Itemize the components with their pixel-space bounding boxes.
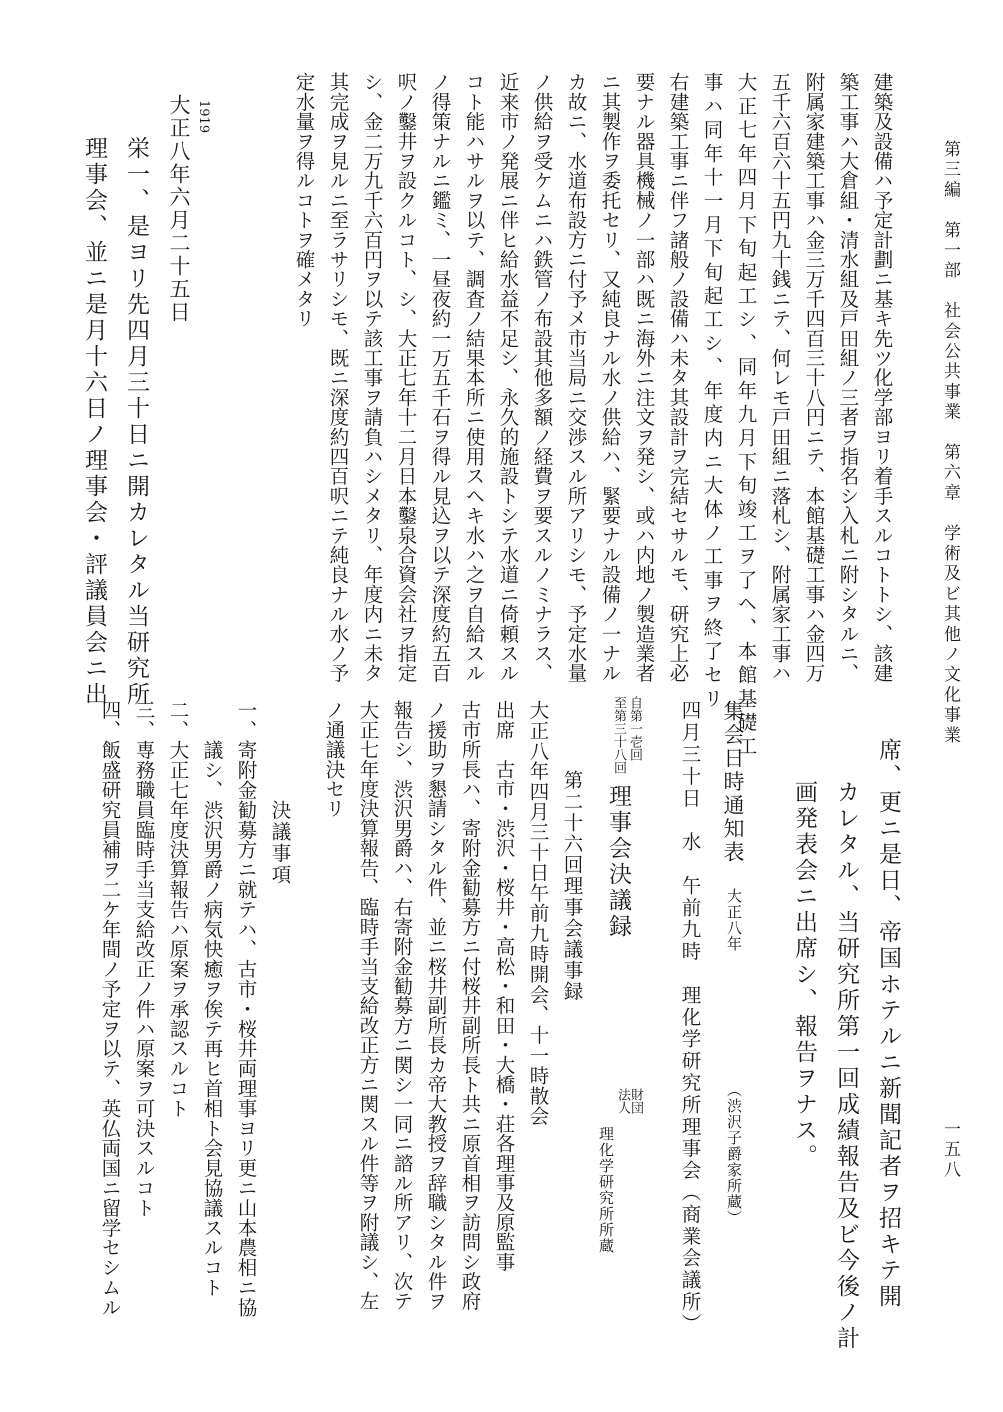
entry-text-line: カレタル、当研究所第一回成績報告及ビ今後ノ計 (833, 780, 859, 1352)
body-line: 五千六百六十五円九十銭ニテ、何レモ戸田組ニ落札シ、附属家工事ハ (768, 72, 792, 683)
meeting-line: ノ援助ヲ懇請シタル件、並ニ桜井副所長カ帝大教授ヲ辞職シタル件ヲ (424, 700, 448, 1311)
body-line: ニ其製作ヲ委托セリ、又純良ナル水ノ供給ハ、緊要ナル設備ノ一ナル (598, 72, 622, 683)
resolution-text: 専務職員臨時手当支給改正ノ件ハ原案ヲ可決スルコト (132, 740, 156, 1218)
minutes-source: 理化学研究所所蔵 (597, 1126, 615, 1254)
entry-text-line: 画発表会ニ出席シ、報告ヲナス。 (791, 780, 817, 1170)
entry-text-line: 席、更ニ是日、帝国ホテルニ新聞記者ヲ招キテ開 (875, 738, 901, 1310)
meeting-title: 第二十六回理事会議事録 (560, 770, 584, 1003)
body-line: シ、金二万九千六百円ヲ以テ該工事ヲ請負ハシメタリ、年度内ニ未タ (360, 72, 384, 683)
resolution-number: 二、 (166, 700, 190, 740)
meeting-line: 報告シ、渋沢男爵ハ、右寄附金勧募方ニ関シ一同ニ諮ル所アリ、次テ (390, 700, 414, 1311)
body-line: 附属家建築工事ハ金三万千四百三十八円ニテ、本館基礎工事ハ金四万 (802, 72, 826, 683)
resolution-text: 議シ、渋沢男爵ノ病気快癒ヲ俟テ再ヒ首相ト会見協議スルコト (200, 740, 224, 1298)
body-line: コト能ハサルヲ以テ、調査ノ結果本所ニ使用スヘキ水ハ之ヲ自給スル (462, 72, 486, 683)
minutes-source-prefix: 財団法人 (615, 1088, 643, 1114)
resolution-text: 寄附金勧募方ニ就テハ、古市・桜井両理事ヨリ更ニ山本農相ニ協 (234, 740, 258, 1318)
meeting-line: 古市所長ハ、寄附金勧募方ニ付桜井副所長ト共ニ原首相ヲ訪問シ政府 (458, 700, 482, 1311)
entry-text-line: 理事会、並ニ是月十六日ノ理事会・評議員会ニ出 (81, 136, 107, 708)
body-line: 其完成ヲ見ルニ至ラサリシモ、既ニ深度約四百呎ニテ純良ナル水ノ予 (326, 72, 350, 683)
body-line: 右建築工事ニ伴フ諸般ノ設備ハ未タ其設計ヲ完結セサルモ、研究上必 (666, 72, 690, 683)
resolution-number: 四、 (98, 700, 122, 740)
body-line: 近来市ノ発展ニ伴ヒ給水益不足シ、永久的施設トシテ水道ニ倚頼スル (496, 72, 520, 683)
notice-heading: 集会日時通知表 (721, 700, 745, 865)
minutes-range-top: 自第一壱回 (627, 696, 642, 761)
body-line: ノ得策ナルニ鑑ミ、一昼夜約一万五千石ヲ得ル見込ヲ以テ深度約五百 (428, 72, 452, 683)
year-note: 1919 (196, 100, 211, 134)
minutes-range-bottom: 至第三十八回 (611, 696, 626, 774)
notice-source: （渋沢子爵家所蔵） (725, 1082, 743, 1226)
resolutions-heading: 決議事項 (268, 800, 292, 886)
body-line: 呎ノ鑿井ヲ設クルコト、シ、大正七年十二月日本鑿泉合資会社ヲ指定 (394, 72, 418, 683)
body-line: ノ供給ヲ受ケムニハ鉄管ノ布設其他多額ノ経費ヲ要スルノミナラス、 (530, 72, 554, 683)
entry-date: 大正八年六月二十五日 (167, 94, 191, 324)
running-title: 第三編 第一部 社会公共事業 第六章 学術及ビ其他ノ文化事業 (940, 140, 960, 746)
body-line: 事ハ同年十一月下旬起工シ、年度内ニ大体ノ工事ヲ終了セリ (700, 72, 724, 712)
meeting-line: 出席 古市・渋沢・桜井・高松・和田・大橋・荘各理事及原監事 (492, 700, 516, 1272)
resolution-text: 大正七年度決算報告ハ原案ヲ承認スルコト (166, 740, 190, 1119)
body-line: カ故ニ、水道布設方ニ付予メ市当局ニ交渉スル所アリシモ、予定水量 (564, 72, 588, 683)
body-line: 築工事ハ大倉組・清水組及戸田組ノ三者ヲ指名シ入札ニ附シタルニ、 (836, 72, 860, 683)
notice-entry: 四月三十日 水 午前九時 理化学研究所理事会（商業会議所） (678, 700, 702, 1336)
resolution-text: 飯盛研究員補ヲ二ケ年間ノ予定ヲ以テ、英仏両国ニ留学セシムル (98, 740, 122, 1318)
resolution-number: 三、 (132, 700, 156, 740)
meeting-line: 大正七年度決算報告、臨時手当支給改正方ニ関スル件等ヲ附議シ、左 (356, 700, 380, 1311)
page-number: 一五八 (940, 1120, 960, 1181)
entry-text-line: 栄一、是ヨリ先四月三十日ニ開カレタル当研究所 (123, 136, 149, 708)
minutes-title: 理事会決議録 (605, 784, 631, 940)
body-line: 建築及設備ハ予定計劃ニ基キ先ツ化学部ヨリ着手スルコトトシ、該建 (870, 72, 894, 683)
resolution-number: 一、 (234, 700, 258, 740)
body-line: 要ナル器具機械ノ一部ハ既ニ海外ニ注文ヲ発シ、或ハ内地ノ製造業者 (632, 72, 656, 683)
body-line: 大正七年四月下旬起工シ、同年九月下旬竣工ヲ了ヘ、本館基礎工 (734, 72, 758, 760)
body-line: 定水量ヲ得ルコトヲ確メタリ (292, 72, 316, 329)
meeting-line: ノ通議決セリ (322, 700, 346, 819)
meeting-line: 大正八年四月三十日午前九時開会、十一時散会 (526, 700, 550, 1127)
notice-year: 大正八年 (725, 888, 743, 952)
